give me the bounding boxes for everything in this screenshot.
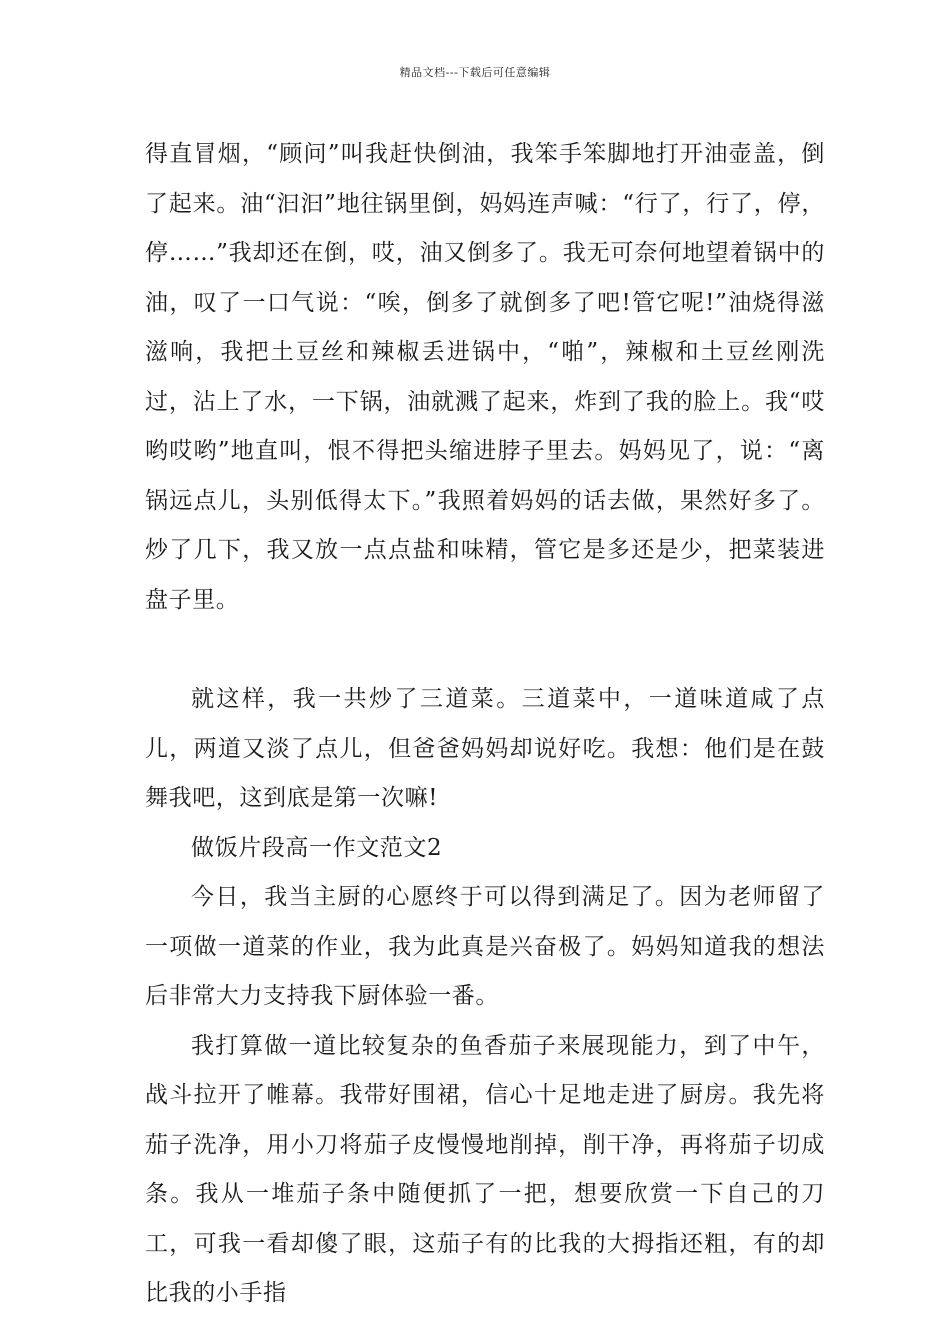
paragraph-cooking-oil: 得直冒烟，“顾问”叫我赶快倒油，我笨手笨脚地打开油壶盖，倒了起来。油“汩汩”地往锅里倒，妈妈连声喊：“行了，行了，停，停……”我却还在倒，哎，油又倒多了。我无可奈何地望着锅中的油，叹了一口气说：“唉，倒多了就倒多了吧!管它呢!”油烧得滋滋响，我把土豆丝和辣椒丢进锅中，“啪”，辣椒和土豆丝刚洗过，沾上了水，一下锅，油就溅了起来，炸到了我的脸上。我“哎哟哎哟”地直叫，恨不得把头缩进脖子里去。妈妈见了，说：“离锅远点儿，头别低得太下。”我照着妈妈的话去做，果然好多了。炒了几下，我又放一点点盐和味精，管它是多还是少，把菜装进盘子里。 — [145, 141, 825, 613]
paragraph-three-dishes: 就这样，我一共炒了三道菜。三道菜中，一道味道咸了点儿，两道又淡了点儿，但爸爸妈妈却说好吃。我想：他们是在鼓舞我吧，这到底是第一次嘛! — [145, 686, 825, 811]
paragraph-head-chef-wish: 今日，我当主厨的心愿终于可以得到满足了。因为老师留了一项做一道菜的作业，我为此真是兴奋极了。妈妈知道我的想法后非常大力支持我下厨体验一番。 — [145, 884, 825, 1009]
page-header: 精品文档---下载后可任意编辑 — [399, 66, 551, 79]
paragraph-eggplant: 我打算做一道比较复杂的鱼香茄子来展现能力，到了中午，战斗拉开了帷幕。我带好围裙，信心十足地走进了厨房。我先将茄子洗净，用小刀将茄子皮慢慢地削掉，削干净，再将茄子切成条。我从一堆茄子条中随便抓了一把，想要欣赏一下自己的刀工，可我一看却傻了眼，这茄子有的比我的大拇指还粗，有的却比我的小手指 — [145, 1032, 825, 1306]
section-title: 做饭片段高一作文范文2 — [191, 834, 443, 861]
document-body — [145, 130, 825, 1319]
paragraph-gap — [145, 625, 825, 675]
